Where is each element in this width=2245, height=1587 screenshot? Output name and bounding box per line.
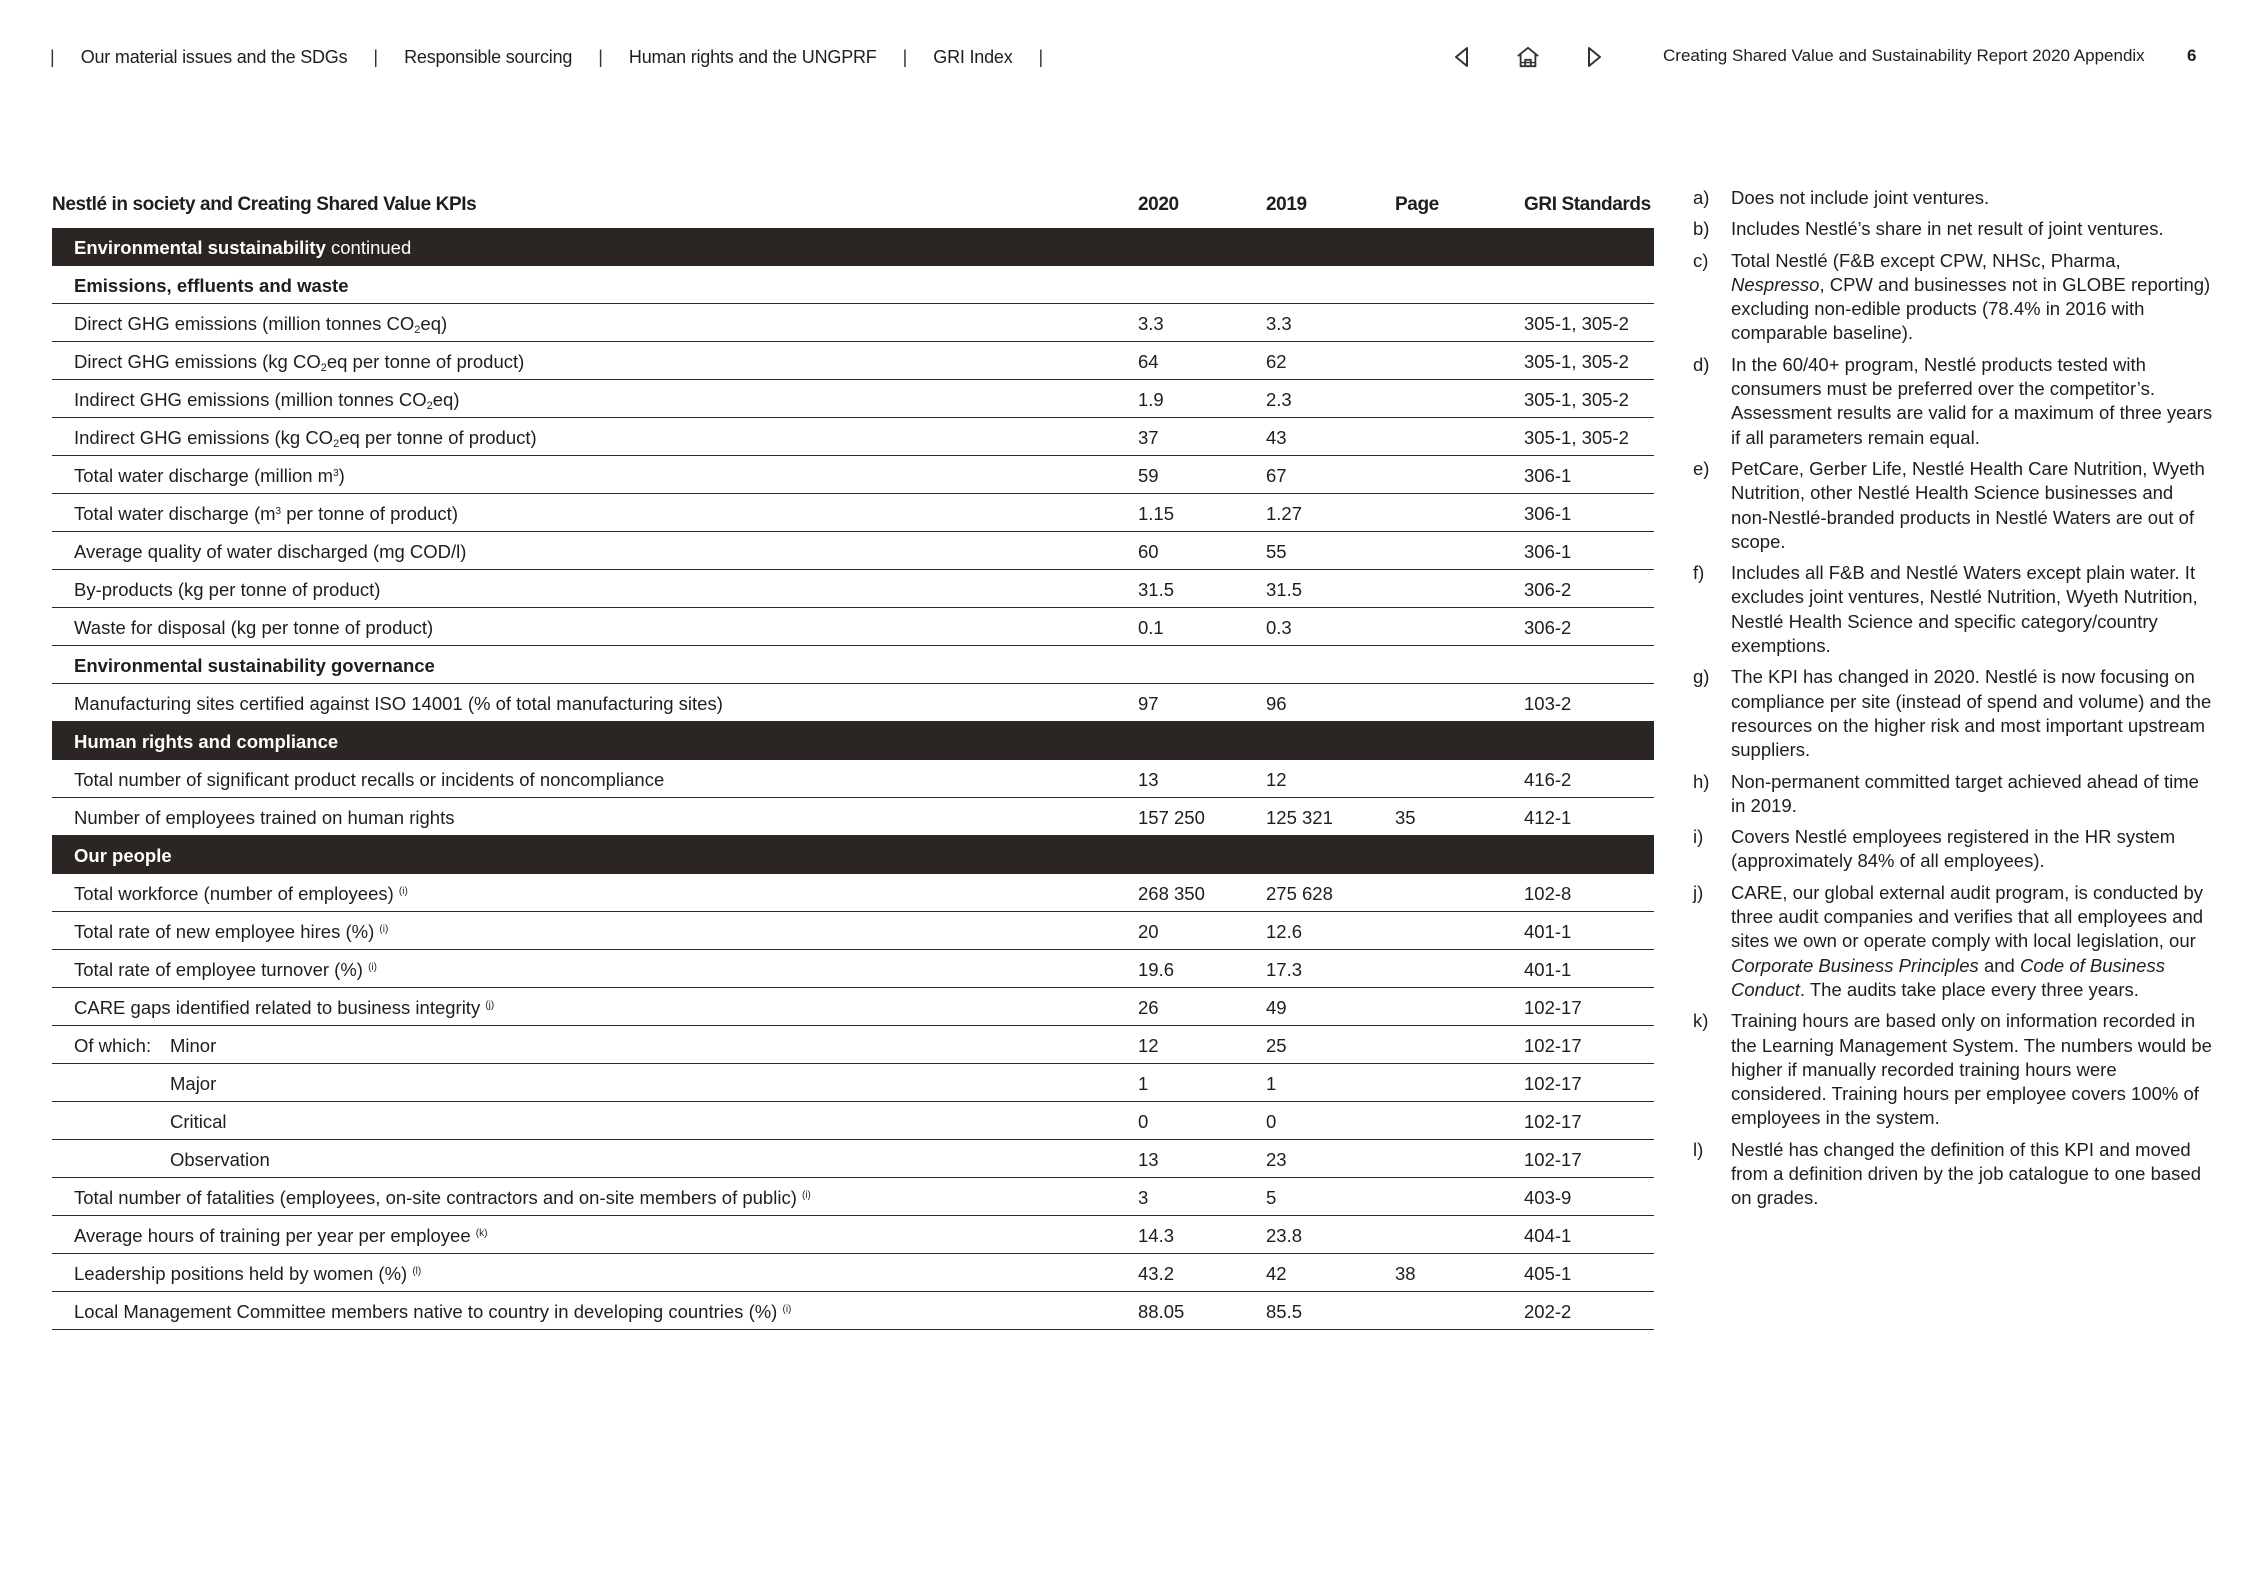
footnote-key: f) [1693,562,1705,584]
table-row [52,532,1654,570]
kpi-label: Major [170,1073,217,1094]
value-2020: 268 350 [1138,883,1205,904]
table-row [52,342,1654,380]
kpi-label: Total water discharge ($m^3$ per tonne of product) [74,503,458,524]
footnote-key: d) [1693,353,1710,375]
footnote [1693,825,2213,874]
value-2019: 43 [1266,427,1287,448]
value-2020: 31.5 [1138,579,1175,600]
nav-link-responsible-sourcing[interactable]: Responsible sourcing [404,46,573,67]
kpi-label: By-products (kg per tonne of product) [74,579,381,600]
footnote-ref: (i) [379,924,389,935]
footnote-ref: (j) [485,1000,495,1011]
value-2020: 14.3 [1138,1225,1175,1246]
footnote [1693,1009,2213,1130]
value-2020: 19.6 [1138,959,1175,980]
kpi-label: Average quality of water discharged (mg COD/l) [74,541,467,562]
footnote-key: i) [1693,826,1704,848]
gri-standard: 405-1 [1524,1263,1572,1284]
value-2019: 67 [1266,465,1287,486]
value-2020: 59 [1138,465,1159,486]
gri-standard: 202-2 [1524,1301,1572,1322]
table-row [52,760,1654,798]
value-2020: 20 [1138,921,1159,942]
footnote-text: Total Nestlé (F&B except CPW, NHSc, Pharma, Nespresso, CPW and businesses not in GLOBE reporting) excluding non-edible products (78.4% in 2016 with comparable baseline). [1731,249,2211,344]
kpi-label: Total rate of new employee hires (%) $^{(i)}$ [74,921,389,942]
gri-standard: 102-17 [1524,1149,1582,1170]
top-navigation [50,42,1069,72]
footnote [1693,217,2213,241]
page-ref: 35 [1395,807,1416,828]
table-row [52,950,1654,988]
gri-standard: 416-2 [1524,769,1572,790]
kpi-label: Direct GHG emissions (kg $CO_2eq$ per tonne of product) [74,351,525,374]
footnote-ref: (i) [782,1304,792,1315]
value-2019: 275 628 [1266,883,1333,904]
value-2020: 1 [1138,1073,1149,1094]
table-row: Manufacturing sites certified against ISO 14001 (% of total manufacturing sites) 97 96 103-2 [52,684,1654,722]
kpi-label: Indirect GHG emissions (kg $CO_2eq$ per tonne of product) [74,427,537,450]
kpi-label: Minor [170,1035,217,1056]
gri-standard: 102-17 [1524,997,1582,1018]
table-header [52,190,1654,228]
gri-standard: 102-17 [1524,1073,1582,1094]
value-2019: 55 [1266,541,1287,562]
footnote [1693,186,2213,210]
table-row [52,1178,1654,1216]
page-navigation-icons [1450,42,1606,72]
header-2020: 2020 [1138,194,1179,215]
people-rows-continued [52,1178,1654,1330]
value-2019: 23.8 [1266,1225,1303,1246]
page-number: 6 [2187,46,2197,65]
footnote-text: Includes Nestlé’s share in net result of joint ventures. [1731,218,2164,240]
kpi-label: Total number of significant product recalls or incidents of noncompliance [74,769,665,790]
nav-link-material-issues[interactable]: Our material issues and the SDGs [80,46,348,67]
nav-separator: | [373,46,379,67]
footnote-key: b) [1693,218,1710,240]
care-gap-rows [52,1026,1654,1178]
header-kpi: Nestlé in society and Creating Shared Value KPIs [52,194,477,215]
footnote [1693,665,2213,762]
table-row [52,1140,1654,1178]
value-2019: 1.27 [1266,503,1303,524]
footnotes [1693,186,2213,1218]
of-which-label: Of which: [74,1035,152,1056]
value-2019: 0 [1266,1111,1277,1132]
footnote-ref: (i) [802,1190,811,1201]
footnote [1693,881,2213,1002]
value-2019: 12 [1266,769,1287,790]
footnote-text: Training hours are based only on information recorded in the Learning Management System. The numbers would be higher if manually recorded training hours were considered. Training hours per employee covers 100% of employees in the system. [1731,1010,2212,1129]
people-rows [52,874,1654,1026]
footnote-text: CARE, our global external audit program, is conducted by three audit companies and verifies that all employees and sites we own or operate comply with local legislation, our Corporate Business Principles and Code of Business Conduct. The audits take place every three years. [1731,881,2204,1000]
section-human-rights: Human rights and compliance [52,722,1654,760]
gri-standard: 102-17 [1524,1035,1582,1056]
footnote [1693,249,2213,346]
value-2019: 42 [1266,1263,1287,1284]
gri-standard: 305-1, 305-2 [1524,351,1629,372]
table-row [52,456,1654,494]
value-2020: 3.3 [1138,313,1164,334]
value-2020: 3 [1138,1187,1149,1208]
footnote-text: Includes all F&B and Nestlé Waters except plain water. It excludes joint ventures, Nestlé Nutrition, Wyeth Nutrition, Nestlé Health Science and specific category/country exemptions. [1731,562,2198,657]
value-2019: 25 [1266,1035,1287,1056]
kpi-label: Total rate of employee turnover (%) $^{(i)}$ [74,959,377,980]
section-our-people: Our people [52,836,1654,874]
value-2020: 12 [1138,1035,1159,1056]
nav-separator: | [1038,46,1044,67]
section-suffix: continued [325,237,412,258]
table-row [52,304,1654,342]
nav-separator: | [902,46,908,67]
previous-page-icon[interactable] [1450,45,1474,69]
footnote-ref: (i) [398,886,408,897]
kpi-label: Direct GHG emissions (million tonnes $CO_2eq$) [74,313,448,336]
value-2020: 60 [1138,541,1159,562]
subheading-emissions: Emissions, effluents and waste [52,266,1654,304]
value-2019: 0.3 [1266,617,1292,638]
value-2019: 1 [1266,1073,1277,1094]
table-row [52,608,1654,646]
kpi-label: CARE gaps identified related to business integrity $^{(j)}$ [74,997,495,1018]
kpi-label: Average hours of training per year per employee $^{(k)}$ [74,1225,488,1246]
value-2020: 157 250 [1138,807,1205,828]
value-2019: 125 321 [1266,807,1333,828]
gri-standard: 306-1 [1524,465,1572,486]
kpi-table [52,190,1654,1330]
footnote [1693,353,2213,450]
nav-separator: | [598,46,603,67]
table-row [52,874,1654,912]
gri-standard: 306-1 [1524,541,1572,562]
value-2019: 62 [1266,351,1287,372]
report-title: Creating Shared Value and Sustainability Report 2020 Appendix [1663,46,2145,65]
value-2020: 37 [1138,427,1159,448]
value-2019: 31.5 [1266,579,1303,600]
footnote-text: Nestlé has changed the definition of this KPI and moved from a definition driven by the job catalogue to one based on grades. [1731,1138,2202,1209]
kpi-label: Indirect GHG emissions (million tonnes $CO_2eq$) [74,389,460,412]
gri-standard: 412-1 [1524,807,1572,828]
footnote-text: PetCare, Gerber Life, Nestlé Health Care Nutrition, Wyeth Nutrition, other Nestlé Health Science businesses and non-Nestlé-branded products in Nestlé Waters are out of scope. [1731,457,2205,552]
table-row [52,380,1654,418]
value-2020: 13 [1138,1149,1159,1170]
footnote-ref: (i) [368,962,377,973]
subheading-governance: Environmental sustainability governance [52,646,1654,684]
home-icon[interactable] [1516,45,1540,69]
table-row [52,1064,1654,1102]
value-2020: 0 [1138,1111,1149,1132]
footnote-key: c) [1693,249,1709,271]
table-row [52,418,1654,456]
table-row [52,988,1654,1026]
footnote-text: Non-permanent committed target achieved ahead of time in 2019. [1731,770,2199,816]
header-gri: GRI Standards [1524,194,1651,215]
gri-standard: 401-1 [1524,959,1572,980]
gri-standard: 305-1, 305-2 [1524,313,1629,334]
kpi-label: Number of employees trained on human rights [74,807,455,828]
gri-standard: 403-9 [1524,1187,1572,1208]
gri-standard: 305-1, 305-2 [1524,427,1629,448]
human-rights-rows [52,760,1654,836]
table-row [52,494,1654,532]
footnote-key: l) [1693,1138,1704,1160]
value-2019: 12.6 [1266,921,1303,942]
emissions-rows [52,304,1654,646]
value-2020: 1.9 [1138,389,1164,410]
section-title: Environmental sustainability [74,237,326,258]
value-2020: 0.1 [1138,617,1164,638]
value-2020: 64 [1138,351,1159,372]
kpi-label: Waste for disposal (kg per tonne of product) [74,617,434,638]
gri-standard: 305-1, 305-2 [1524,389,1629,410]
footnote [1693,770,2213,819]
nav-separator: | [50,46,55,67]
nav-link-human-rights[interactable]: Human rights and the UNGPRF [628,46,877,67]
value-2020: 26 [1138,997,1159,1018]
footnote [1693,1138,2213,1211]
value-2020: 88.05 [1138,1301,1185,1322]
footnote-text: The KPI has changed in 2020. Nestlé is now focusing on compliance per site (instead of spend and volume) and the resources on the higher risk and most important upstream suppliers. [1731,666,2212,761]
page-ref: 38 [1395,1263,1416,1284]
gri-standard: 306-2 [1524,617,1572,638]
footnote-key: a) [1693,187,1710,208]
table-row [52,1216,1654,1254]
kpi-label: Total water discharge (million $m^3$) [74,465,345,486]
kpi-label: Total number of fatalities (employees, on-site contractors and on-site members of public) $^{(i)}$ [74,1187,811,1208]
value-2019: 17.3 [1266,959,1303,980]
value-2019: 3.3 [1266,313,1292,334]
footnote-text: In the 60/40+ program, Nestlé products tested with consumers must be preferred over the competitor’s. Assessment results are valid for a maximum of three years if all parameters remain equal. [1731,353,2213,448]
table-row [52,912,1654,950]
kpi-label: Leadership positions held by women (%) $^{(l)}$ [74,1263,422,1284]
footnote-key: g) [1693,666,1710,688]
value-2020: 1.15 [1138,503,1175,524]
gri-standard: 404-1 [1524,1225,1572,1246]
table-row [52,1254,1654,1292]
header-2019: 2019 [1266,194,1307,215]
kpi-label: Observation [170,1149,270,1170]
table-row [52,1292,1654,1330]
footnote-key: e) [1693,457,1710,479]
footnote [1693,561,2213,658]
value-2019: 85.5 [1266,1301,1303,1322]
footnote-key: j) [1693,881,1704,903]
value-2019: 49 [1266,997,1287,1018]
kpi-label: Total workforce (number of employees) $^{(i)}$ [74,883,408,904]
gri-standard: 401-1 [1524,921,1572,942]
footnote-text: Does not include joint ventures. [1731,187,1990,208]
footnote-key: h) [1693,770,1710,792]
kpi-label: Local Management Committee members native to country in developing countries (%) $^{(i)}$ [74,1301,792,1322]
next-page-icon[interactable] [1582,45,1606,69]
value-2019: 5 [1266,1187,1277,1208]
gri-standard: 306-2 [1524,579,1572,600]
value-2019: 2.3 [1266,389,1292,410]
header-page: Page [1395,194,1439,215]
footnote-ref: (l) [412,1266,422,1277]
table-row [52,1026,1654,1064]
gri-standard: 102-17 [1524,1111,1582,1132]
table-row [52,570,1654,608]
kpi-label: Critical [170,1111,227,1132]
value-2020: 13 [1138,769,1159,790]
footnote-text: Covers Nestlé employees registered in the HR system (approximately 84% of all employees). [1731,826,2176,872]
footnote-ref: (k) [475,1228,488,1239]
nav-link-gri-index[interactable]: GRI Index [933,46,1013,67]
gri-standard: 102-8 [1524,883,1572,904]
footnote [1693,457,2213,554]
gri-standard: 306-1 [1524,503,1572,524]
footnote-key: k) [1693,1010,1709,1032]
table-row [52,798,1654,836]
value-2020: 43.2 [1138,1263,1175,1284]
section-environmental-sustainability [52,228,1654,266]
value-2019: 23 [1266,1149,1287,1170]
table-row [52,1102,1654,1140]
